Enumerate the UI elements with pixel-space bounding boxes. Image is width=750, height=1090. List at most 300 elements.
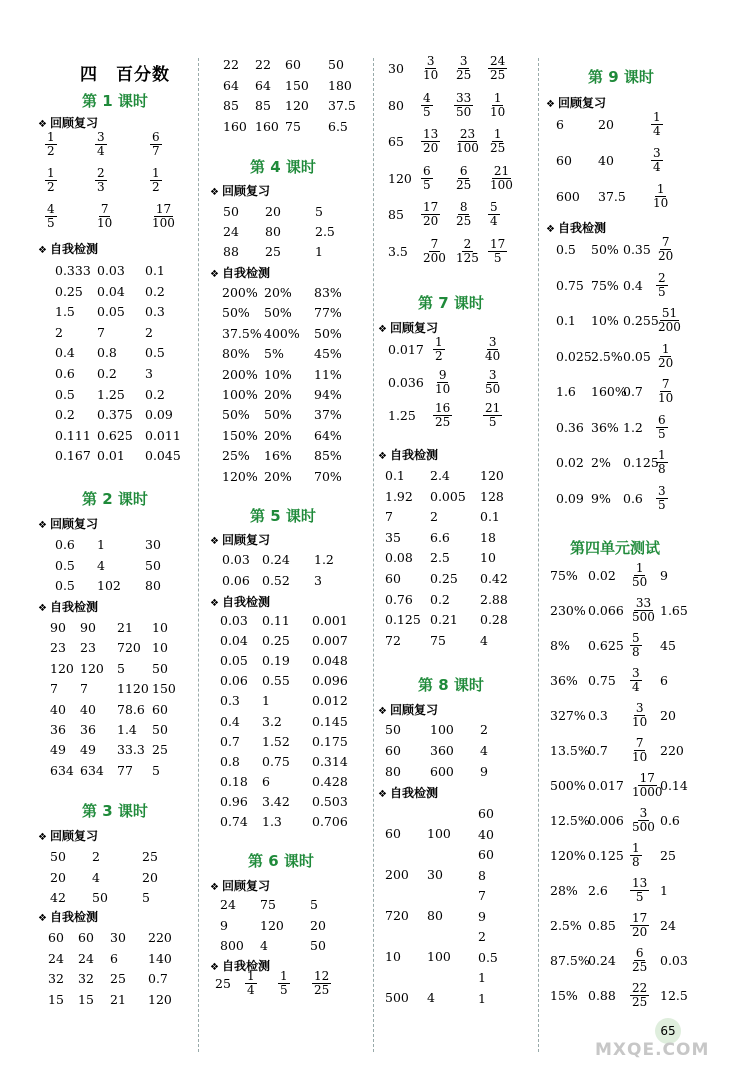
denominator: 5 [47, 216, 55, 230]
numerator: 23 [459, 127, 476, 141]
answer-value: 0.35 [623, 242, 651, 257]
answer-cell [388, 375, 424, 390]
answer-cell [550, 568, 578, 583]
answer-cell [222, 428, 258, 443]
numerator: 7 [661, 377, 670, 391]
numerator: 4 [47, 202, 55, 216]
answer-cell [421, 126, 440, 155]
column-divider [198, 58, 199, 1052]
answer-value: 0.017 [588, 778, 624, 793]
review-heading: ❖ 回顾复习 [210, 533, 270, 547]
answer-cell [630, 945, 649, 974]
answer-cell [220, 693, 240, 708]
answer-value: 36 [80, 722, 96, 737]
fraction [488, 165, 515, 192]
answer-cell [95, 201, 114, 230]
answer-cell [142, 890, 150, 905]
answer-value: 1.65 [660, 603, 688, 618]
answer-value: 90 [80, 620, 96, 635]
answer-cell [97, 537, 105, 552]
answer-value: 6 [262, 773, 270, 789]
answer-cell [145, 558, 161, 573]
fraction [656, 485, 668, 512]
answer-value: 50 [310, 938, 326, 953]
answer-value: 72 [385, 632, 401, 648]
answer-cell [223, 57, 239, 72]
answer-cell [660, 638, 676, 653]
answer-value: 500 [385, 990, 409, 1005]
numerator: 2 [97, 166, 105, 180]
numerator: 16 [435, 401, 451, 415]
answer-value: 0.375 [97, 407, 133, 423]
numerator: 3 [632, 666, 640, 680]
answer-value: 0.1 [385, 468, 405, 483]
answer-cell [278, 968, 290, 997]
answer-value: 50% [222, 305, 250, 321]
answer-value: 2 [92, 849, 100, 864]
answer-cell [656, 270, 668, 299]
answer-cell [78, 930, 94, 945]
fraction [488, 201, 500, 228]
answer-value: 1.3 [262, 814, 282, 829]
answer-cell [220, 653, 248, 668]
answer-value: 0.88 [588, 988, 616, 1003]
answer-value: 60 [385, 826, 401, 841]
answer-cell [556, 117, 564, 132]
answer-value: 22 [223, 57, 239, 72]
answer-value: 6 [556, 117, 564, 132]
answer-value: 1120 [117, 681, 149, 697]
answer-value: 0.03 [220, 613, 248, 628]
answer-value: 6 [110, 950, 118, 966]
answer-value: 85 [223, 98, 239, 113]
answer-cell [222, 387, 258, 402]
answer-cell [220, 774, 248, 789]
answer-value: 36 [50, 722, 66, 737]
answer-cell [264, 448, 292, 463]
fraction [483, 336, 502, 363]
answer-cell [223, 244, 239, 259]
answer-cell [117, 620, 133, 635]
column-divider [373, 58, 374, 1052]
answer-cell [220, 714, 240, 729]
answer-cell [215, 976, 231, 991]
answer-cell [623, 349, 651, 364]
answer-value: 78.6 [117, 701, 145, 717]
fraction [656, 307, 683, 334]
diamond-icon: ❖ [38, 520, 47, 531]
answer-value: 2% [591, 455, 611, 470]
answer-cell [222, 367, 258, 382]
answer-value: 0.76 [385, 591, 413, 607]
numerator: 3 [426, 54, 435, 68]
answer-value: 7 [80, 681, 88, 697]
answer-value: 16% [264, 448, 292, 464]
answer-value: 80 [388, 97, 404, 113]
answer-cell [430, 489, 466, 504]
answer-value: 1 [97, 537, 105, 552]
diamond-icon: ❖ [546, 224, 555, 235]
answer-value: 2.4 [430, 468, 450, 483]
answer-value: 1.6 [556, 384, 576, 399]
denominator: 10 [97, 216, 113, 230]
answer-value: 0.7 [148, 971, 168, 986]
answer-value: 5 [117, 660, 125, 676]
answer-value: 50 [152, 722, 168, 737]
denominator: 125 [456, 250, 479, 265]
answer-cell [433, 367, 452, 396]
answer-cell [430, 612, 458, 627]
answer-cell [660, 568, 668, 583]
answer-cell [262, 754, 290, 769]
fraction [630, 667, 642, 694]
numerator: 13 [423, 127, 439, 141]
answer-value: 36% [591, 419, 619, 435]
answer-value: 0.21 [430, 612, 458, 628]
answer-cell [222, 326, 262, 341]
answer-value: 0.7 [220, 733, 240, 749]
denominator: 5 [423, 104, 431, 119]
answer-value: 0.1 [480, 509, 500, 525]
answer-value: 60 [78, 930, 94, 945]
denominator: 500 [632, 610, 655, 624]
answer-cell [588, 883, 608, 898]
answer-value: 0.5 [556, 242, 576, 257]
answer-value: 2.5 [430, 550, 450, 566]
answer-cell [430, 509, 438, 524]
answer-value: 24 [48, 950, 64, 966]
answer-cell [222, 305, 250, 320]
fraction [95, 203, 114, 230]
answer-cell [556, 455, 584, 470]
answer-cell [483, 367, 502, 396]
answer-value: 0.096 [312, 673, 348, 689]
denominator: 25 [456, 214, 472, 228]
answer-cell [117, 661, 125, 676]
numerator: 17 [155, 202, 172, 216]
fraction [150, 167, 162, 194]
diamond-icon: ❖ [38, 119, 47, 130]
answer-value: 4 [427, 990, 435, 1005]
answer-value: 0.8 [97, 345, 117, 361]
fraction [656, 449, 668, 476]
answer-cell [80, 702, 96, 717]
answer-cell [385, 764, 401, 779]
answer-cell [430, 550, 450, 565]
answer-value: 0.036 [388, 375, 424, 390]
answer-cell [220, 734, 240, 749]
answer-cell [95, 129, 107, 158]
numerator: 1 [435, 335, 443, 349]
answer-value: 0.09 [145, 407, 173, 423]
answer-value: 120% [550, 848, 586, 863]
answer-value: 0.08 [385, 550, 413, 566]
answer-value: 25 [215, 976, 231, 991]
answer-cell [97, 284, 125, 299]
answer-value: 0.75 [588, 673, 616, 688]
denominator: 1000 [632, 785, 663, 799]
answer-cell [55, 366, 75, 381]
answer-cell [385, 509, 393, 524]
fraction [95, 167, 107, 194]
denominator: 40 [485, 349, 501, 363]
answer-cell [314, 387, 342, 402]
answer-cell [97, 345, 117, 360]
answer-value: 0.25 [55, 283, 83, 299]
answer-cell [430, 722, 454, 737]
fraction [433, 369, 452, 396]
answer-cell [454, 53, 473, 82]
self-check-heading: ❖ 自我检测 [378, 786, 438, 800]
answer-cell [630, 700, 649, 729]
answer-cell [92, 890, 108, 905]
answer-value: 0.1 [556, 313, 576, 328]
answer-cell [478, 929, 486, 944]
answer-cell [598, 117, 614, 132]
answer-cell [312, 774, 348, 789]
lesson-title: 第 6 课时 [248, 852, 314, 870]
answer-value: 35 [385, 529, 401, 545]
answer-value: 3 [314, 572, 322, 588]
answer-cell [660, 813, 680, 828]
answer-value: 0.25 [430, 571, 458, 586]
diamond-icon: ❖ [38, 832, 47, 843]
answer-value: 1 [315, 244, 323, 259]
answer-cell [588, 813, 624, 828]
answer-value: 0.18 [220, 773, 248, 789]
numerator: 3 [658, 483, 666, 498]
answer-value: 2.5% [550, 918, 582, 933]
answer-cell [656, 447, 668, 476]
answer-cell [433, 334, 445, 363]
answer-cell [152, 742, 168, 757]
answer-cell [550, 988, 578, 1003]
numerator: 7 [100, 202, 109, 216]
answer-cell [328, 57, 344, 72]
answer-value: 0.06 [220, 673, 248, 689]
answer-cell [315, 224, 335, 239]
denominator: 8 [632, 855, 640, 869]
diamond-icon: ❖ [378, 789, 387, 800]
answer-value: 30 [427, 867, 443, 882]
answer-cell [312, 673, 348, 688]
answer-value: 0.3 [588, 708, 608, 723]
denominator: 25 [456, 177, 472, 192]
answer-cell [222, 552, 250, 567]
answer-value: 0.2 [145, 283, 165, 299]
answer-value: 220 [660, 743, 684, 758]
answer-value: 0.255 [623, 313, 659, 328]
answer-value: 12.5% [550, 813, 590, 828]
answer-value: 5 [310, 897, 318, 912]
answer-value: 0.5 [145, 345, 165, 361]
review-heading: ❖ 回顾复习 [210, 879, 270, 893]
answer-cell [385, 633, 401, 648]
answer-cell [427, 867, 443, 882]
answer-cell [588, 708, 608, 723]
answer-value: 0.5 [55, 578, 75, 593]
denominator: 5 [423, 177, 431, 192]
review-heading: ❖ 回顾复习 [38, 517, 98, 531]
answer-cell [388, 244, 408, 259]
answer-cell [556, 420, 584, 435]
answer-value: 0.75 [556, 277, 584, 293]
answer-value: 20 [142, 869, 158, 885]
answer-cell [262, 693, 270, 708]
answer-cell [222, 346, 250, 361]
answer-value: 24 [78, 950, 94, 966]
answer-cell [117, 702, 145, 717]
answer-cell [430, 468, 450, 483]
answer-cell [660, 953, 688, 968]
answer-cell [145, 578, 161, 593]
answer-cell [50, 742, 66, 757]
answer-value: 10 [152, 620, 168, 635]
answer-cell [421, 236, 448, 265]
answer-cell [427, 908, 443, 923]
answer-value: 0.066 [588, 603, 624, 618]
answer-value: 80% [222, 346, 250, 362]
answer-value: 600 [430, 764, 454, 779]
answer-cell [80, 763, 104, 778]
answer-value: 2.6 [588, 883, 608, 898]
answer-cell [48, 992, 64, 1007]
answer-cell [145, 537, 161, 552]
answer-value: 9% [591, 490, 611, 506]
answer-cell [421, 90, 433, 119]
answer-cell [312, 794, 348, 809]
answer-cell [260, 918, 284, 933]
diamond-icon: ❖ [210, 882, 219, 893]
answer-cell [314, 346, 342, 361]
answer-value: 1 [478, 970, 486, 985]
answer-value: 4 [92, 869, 100, 885]
answer-cell [145, 448, 181, 463]
answer-value: 2.88 [480, 591, 508, 607]
answer-value: 23 [80, 640, 96, 656]
answer-value: 9 [660, 568, 668, 583]
answer-cell [92, 849, 100, 864]
numerator: 1 [493, 127, 502, 141]
denominator: 2 [47, 180, 55, 194]
answer-value: 0.04 [97, 283, 125, 299]
answer-cell [80, 722, 96, 737]
answer-value: 0.167 [55, 448, 91, 464]
fraction [630, 562, 649, 589]
denominator: 50 [485, 382, 501, 396]
answer-cell [260, 938, 268, 953]
answer-cell [222, 448, 250, 463]
answer-cell [630, 910, 649, 939]
answer-cell [50, 890, 66, 905]
answer-cell [483, 334, 502, 363]
answer-cell [588, 918, 616, 933]
watermark: MXQE.COM [595, 1040, 710, 1060]
answer-cell [314, 326, 342, 341]
answer-cell [55, 284, 83, 299]
answer-value: 0.85 [588, 918, 616, 933]
answer-value: 64% [314, 427, 342, 443]
answer-cell [220, 938, 244, 953]
answer-value: 90 [50, 620, 66, 635]
answer-value: 85 [388, 207, 404, 222]
answer-value: 3.42 [262, 793, 290, 809]
denominator: 20 [423, 141, 439, 155]
answer-cell [150, 165, 162, 194]
answer-cell [312, 968, 331, 997]
answer-cell [97, 578, 121, 593]
answer-value: 50 [92, 890, 108, 905]
answer-value: 0.19 [262, 653, 290, 669]
answer-cell [660, 603, 688, 618]
answer-cell [388, 342, 424, 357]
answer-cell [117, 722, 137, 737]
numerator: 12 [314, 969, 330, 983]
answer-cell [328, 119, 348, 134]
answer-value: 0.6 [660, 813, 680, 828]
answer-value: 13.5% [550, 743, 590, 758]
answer-value: 36% [550, 673, 578, 688]
denominator: 25 [632, 995, 648, 1009]
answer-cell [630, 665, 642, 694]
answer-value: 0.011 [145, 427, 181, 443]
answer-value: 23 [50, 640, 66, 656]
answer-value: 7 [478, 888, 486, 903]
answer-cell [220, 613, 248, 628]
answer-cell [50, 870, 66, 885]
answer-cell [385, 743, 401, 758]
answer-value: 160% [591, 384, 627, 399]
numerator: 5 [490, 200, 498, 214]
lesson-title: 第 8 课时 [418, 676, 484, 694]
numerator: 17 [632, 911, 648, 925]
answer-cell [630, 805, 657, 834]
answer-value: 400% [264, 325, 300, 341]
answer-cell [591, 455, 611, 470]
numerator: 5 [632, 631, 640, 645]
answer-cell [550, 743, 590, 758]
answer-cell [78, 951, 94, 966]
fraction [95, 131, 107, 158]
numerator: 21 [493, 163, 510, 178]
answer-cell [97, 558, 105, 573]
answer-cell [264, 428, 292, 443]
answer-cell [556, 189, 580, 204]
answer-value: 15 [78, 991, 94, 1007]
answer-value: 0.36 [556, 419, 584, 435]
answer-value: 0.4 [55, 345, 75, 361]
answer-value: 50 [223, 204, 239, 219]
answer-value: 0.96 [220, 793, 248, 809]
numerator: 7 [661, 235, 670, 249]
answer-cell [388, 171, 412, 186]
answer-cell [591, 420, 619, 435]
fraction [421, 238, 448, 265]
answer-value: 20 [50, 869, 66, 885]
answer-cell [245, 968, 257, 997]
answer-cell [152, 681, 176, 696]
answer-cell [78, 992, 94, 1007]
denominator: 8 [632, 645, 640, 659]
numerator: 17 [423, 200, 439, 214]
answer-value: 85 [255, 98, 271, 113]
answer-value: 0.5 [55, 386, 75, 402]
answer-cell [480, 764, 488, 779]
answer-cell [588, 673, 616, 688]
answer-cell [591, 242, 619, 257]
answer-cell [480, 468, 504, 483]
answer-value: 60 [556, 153, 572, 168]
